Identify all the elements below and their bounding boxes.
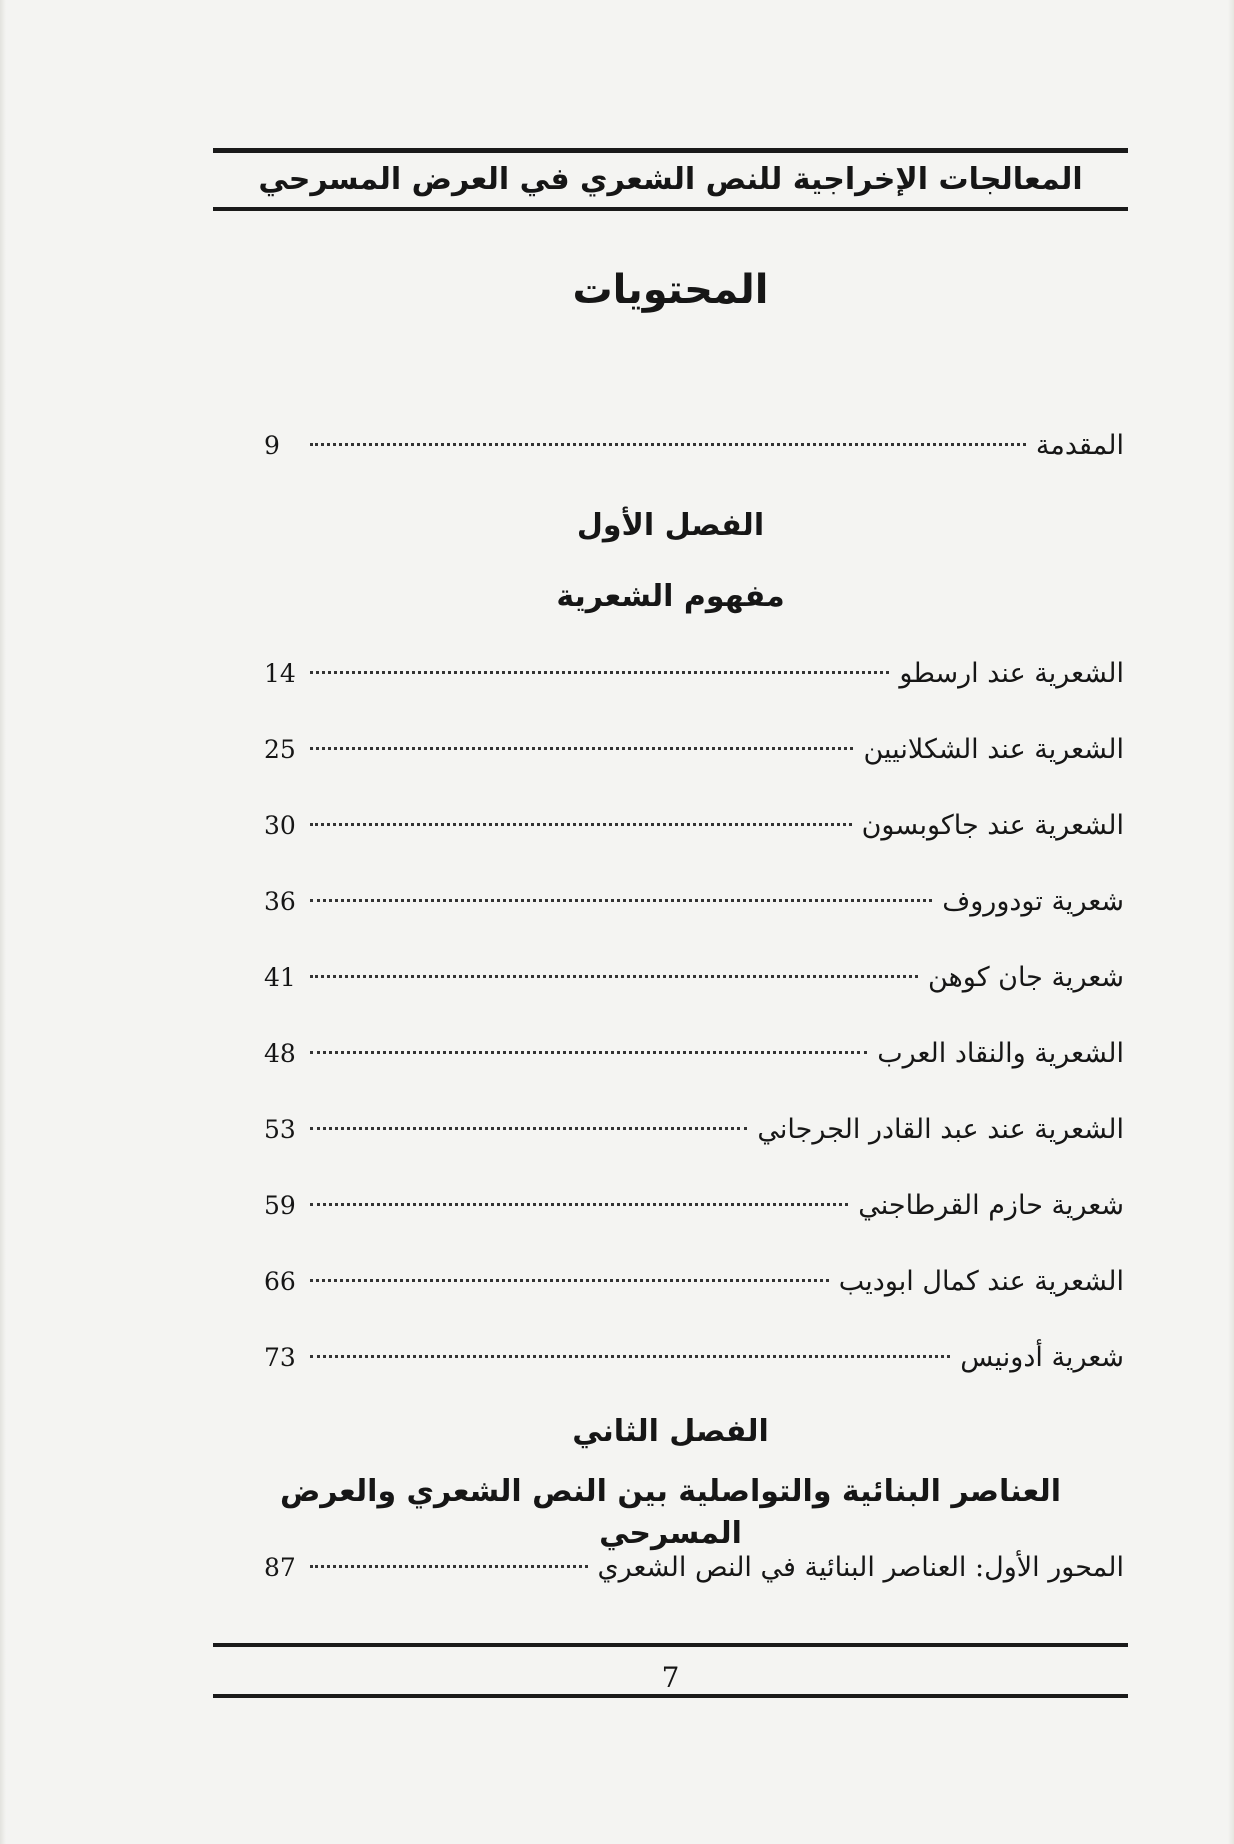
footer-bottom-rule — [213, 1694, 1128, 1698]
toc-leader-dots — [310, 1051, 867, 1054]
toc-entry-title: الشعرية عند جاكوبسون — [861, 810, 1124, 841]
header-bottom-rule — [213, 207, 1128, 211]
toc-entry-page: 87 — [264, 1553, 296, 1582]
toc-leader-dots — [310, 443, 1026, 446]
toc-entry[interactable] — [264, 728, 1124, 772]
running-header-title: المعالجات الإخراجية للنص الشعري في العرض المسرحي — [258, 162, 1083, 197]
toc-leader-dots — [310, 899, 932, 902]
footer-top-rule — [213, 1643, 1128, 1647]
toc-entry-page: 53 — [264, 1115, 296, 1144]
toc-entry-page: 9 — [264, 431, 280, 460]
toc-entry-page: 59 — [264, 1191, 296, 1220]
chapter-1-label: الفصل الأول — [576, 508, 765, 543]
toc-leader-dots — [310, 1355, 950, 1358]
toc-entry[interactable] — [264, 1336, 1124, 1380]
toc-entry-title: الشعرية عند ارسطو — [899, 658, 1124, 689]
chapter-2-subtitle: العناصر البنائية والتواصلية بين النص الشعري والعرض المسرحي — [279, 1474, 1062, 1551]
toc-entry[interactable] — [264, 956, 1124, 1000]
toc-entry[interactable] — [264, 1032, 1124, 1076]
toc-leader-dots — [310, 975, 918, 978]
toc-entry-page: 41 — [264, 963, 296, 992]
toc-leader-dots — [310, 823, 852, 826]
header-top-rule — [213, 148, 1128, 153]
toc-entry[interactable] — [264, 1260, 1124, 1304]
toc-entry[interactable] — [264, 804, 1124, 848]
page-right-edge — [1228, 0, 1234, 1844]
toc-entry[interactable] — [264, 652, 1124, 696]
toc-entry-page: 30 — [264, 811, 296, 840]
page-number: 7 — [661, 1661, 680, 1694]
toc-entry-title: شعرية تودوروف — [942, 886, 1124, 917]
toc-entry[interactable] — [264, 1546, 1124, 1590]
toc-entry-title: الشعرية عند الشكلانيين — [863, 734, 1124, 765]
chapter-2-label: الفصل الثاني — [572, 1414, 769, 1449]
toc-entry-page: 66 — [264, 1267, 296, 1296]
contents-title: المحتويات — [572, 267, 769, 313]
toc-entry[interactable] — [264, 1184, 1124, 1228]
toc-entry-title: شعرية جان كوهن — [927, 962, 1124, 993]
toc-entry-title: المحور الأول: العناصر البنائية في النص الشعري — [597, 1552, 1124, 1583]
toc-entry-title: شعرية أدونيس — [960, 1342, 1124, 1373]
toc-leader-dots — [310, 671, 889, 674]
toc-entry-page: 14 — [264, 659, 296, 688]
toc-entry-page: 48 — [264, 1039, 296, 1068]
toc-entry-intro[interactable] — [264, 424, 1124, 468]
toc-entry-title: الشعرية عند عبد القادر الجرجاني — [757, 1114, 1124, 1145]
toc-leader-dots — [310, 1203, 848, 1206]
toc-entry-title: شعرية حازم القرطاجني — [858, 1190, 1124, 1221]
page-left-edge — [0, 0, 6, 1844]
toc-entry-title: الشعرية والنقاد العرب — [877, 1038, 1124, 1069]
toc-entry-page: 25 — [264, 735, 296, 764]
toc-entry[interactable] — [264, 1108, 1124, 1152]
toc-entry-page: 36 — [264, 887, 296, 916]
toc-entry-title: الشعرية عند كمال ابوديب — [838, 1266, 1124, 1297]
toc-leader-dots — [310, 747, 853, 750]
toc-entry-page: 73 — [264, 1343, 296, 1372]
toc-entry-title: المقدمة — [1035, 430, 1124, 461]
chapter-1-subtitle: مفهوم الشعرية — [556, 579, 785, 614]
toc-entry[interactable] — [264, 880, 1124, 924]
toc-leader-dots — [310, 1127, 747, 1130]
toc-leader-dots — [310, 1279, 829, 1282]
toc-leader-dots — [310, 1565, 588, 1568]
